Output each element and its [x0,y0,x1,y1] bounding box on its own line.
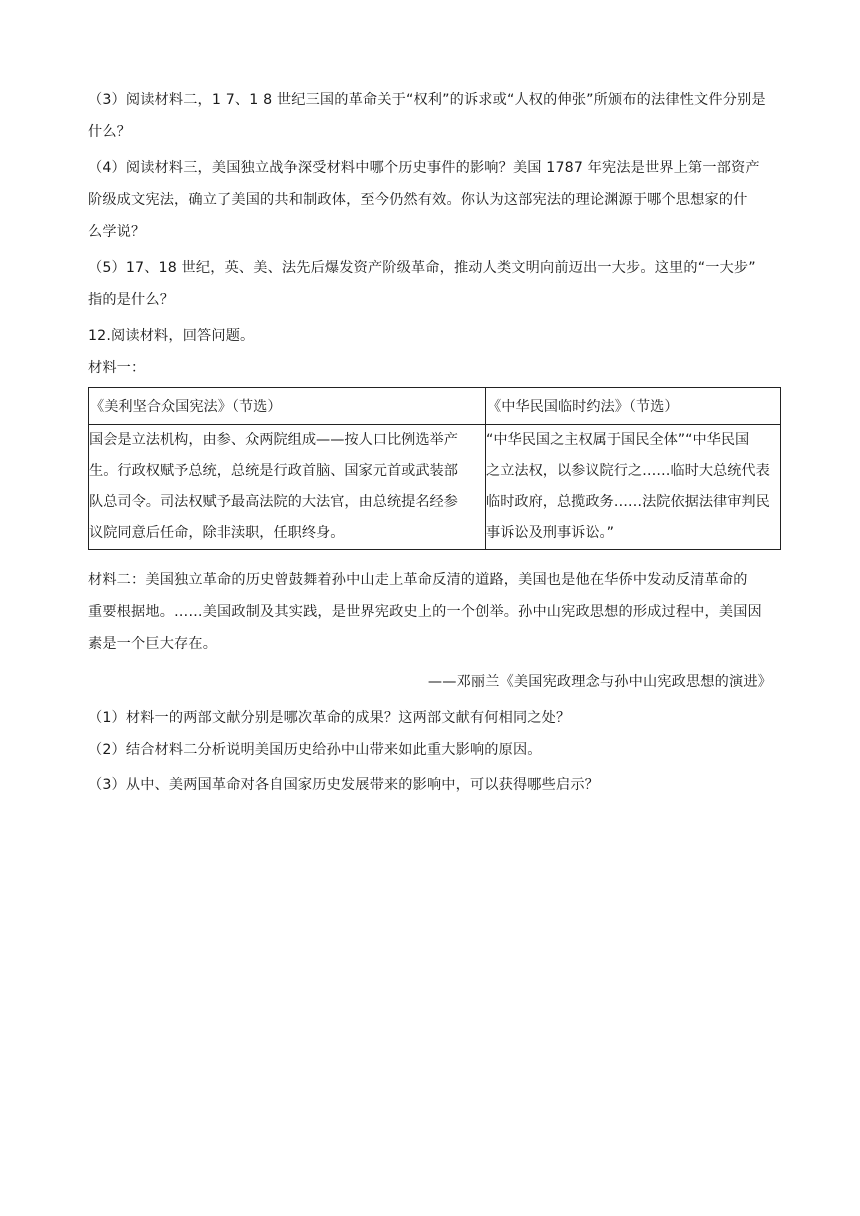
material-2-line-3: 素是一个巨大存在。 [88,636,218,652]
sub-question-3: （3）从中、美两国革命对各自国家历史发展带来的影响中，可以获得哪些启示？ [88,777,599,793]
table-header-row [89,388,781,425]
question-12-heading: 12.阅读材料，回答问题。 [88,328,255,344]
question-4-line-1: （4）阅读材料三，美国独立战争深受材料中哪个历史事件的影响？美国 1787 年宪法是世界上第一部资产 [88,160,760,176]
excerpt-line: 之立法权，以参议院行之……临时大总统代表 [486,463,770,479]
us-constitution-excerpt-cell [89,425,486,550]
question-5-line-2: 指的是什么？ [88,292,175,308]
table-row [89,425,781,550]
material-2-line-1: 材料二：美国独立革命的历史曾鼓舞着孙中山走上革命反清的道路，美国也是他在华侨中发动反清革命的 [88,572,748,588]
excerpt-line: 队总司令。司法权赋予最高法院的大法官，由总统提名经参 [89,494,458,510]
question-3-line-1: （3）阅读材料二，1 7、1 8 世纪三国的革命关于“权利”的诉求或“人权的伸张”所颁布的法律性文件分别是 [88,92,766,108]
sub-question-2: （2）结合材料二分析说明美国历史给孙中山带来如此重大影响的原因。 [88,742,542,758]
excerpt-line: 生。行政权赋予总统，总统是行政首脑、国家元首或武装部 [89,463,458,479]
comparison-table [88,387,781,550]
material-1-label: 材料一： [88,360,146,376]
question-5-line-1: （5）17、18 世纪，英、美、法先后爆发资产阶级革命，推动人类文明向前迈出一大步。这里的“一大步” [88,260,756,276]
excerpt-line: 国会是立法机构，由参、众两院组成——按人口比例选举产 [89,432,458,448]
excerpt-line: 议院同意后任命，除非渎职，任职终身。 [89,525,345,541]
sub-question-1: （1）材料一的两部文献分别是哪次革命的成果？这两部文献有何相同之处？ [88,710,571,726]
material-2-line-2: 重要根据地。……美国政制及其实践，是世界宪政史上的一个创举。孙中山宪政思想的形成过程中，美国因 [88,604,762,620]
excerpt-line: 临时政府，总揽政务……法院依据法律审判民 [486,494,770,510]
material-2-attribution: ——邓丽兰《美国宪政理念与孙中山宪政思想的演进》 [427,674,772,690]
question-3-line-2: 什么？ [88,124,132,140]
table-header-us-constitution: 《美利坚合众国宪法》（节选） [89,388,486,425]
provisional-constitution-excerpt-cell [486,425,781,550]
question-4-line-3: 么学说？ [88,224,146,240]
table-header-provisional-constitution: 《中华民国临时约法》（节选） [486,388,781,425]
question-4-line-2: 阶级成文宪法，确立了美国的共和制政体，至今仍然有效。你认为这部宪法的理论渊源于哪个思想家的什 [88,192,748,208]
excerpt-line: “中华民国之主权属于国民全体”“中华民国 [486,432,750,448]
excerpt-line: 事诉讼及刑事诉讼。” [486,525,614,541]
